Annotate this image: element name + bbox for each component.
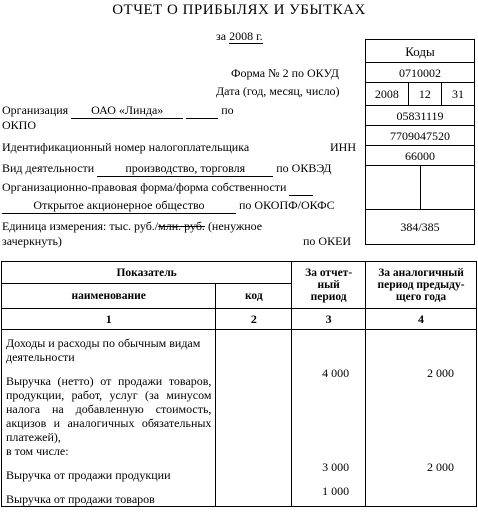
row-name: Доходы и расходы по обычным видам деятельности [6,336,201,364]
inn-label: ИНН [330,140,356,154]
code-date-month: 12 [409,83,442,105]
code-okved: 66000 [366,146,474,166]
unit-prefix: Единица измерения: тыс. руб./ [2,219,159,233]
period-year: 2008 г. [229,29,263,43]
report-title: ОТЧЕТ О ПРИБЫЛЯХ И УБЫТКАХ [112,2,366,18]
org-prefix: Организация [2,103,69,117]
codes-box [365,39,475,245]
header-indicator: Показатель [2,262,292,284]
col-num-2: 2 [216,309,292,330]
column-numbers-row [2,309,477,330]
opf-label: Организационно-правовая форма/форма собственности [2,180,287,194]
org-line [2,103,234,119]
code-date [366,83,474,106]
code-inn: 7709047520 [366,126,474,146]
table-body-row [2,330,477,507]
row-current: 4 000 [322,366,350,380]
code-okfs [421,166,475,209]
opf-value: Открытое акционерное общество [2,198,236,214]
table-header-row [2,262,477,284]
row-previous: 2 000 [427,366,454,380]
activity-line [2,161,331,177]
opf-code-label: по ОКОПФ/ОКФС [239,198,335,212]
code-okei: 384/385 [400,220,440,234]
code-okopf-okfs [366,166,474,210]
date-label: Дата (год, месяц, число) [216,84,340,98]
col-num-4: 4 [366,309,477,330]
current-values-cell [292,330,366,507]
org-blank [186,103,218,119]
indicator-names-cell [2,330,216,507]
row-current: 3 000 [322,460,350,474]
form-label: Форма № 2 по ОКУД [231,66,339,80]
opf-caption [2,180,313,196]
unit-strike: млн. руб. [158,219,205,233]
code-date-day: 31 [451,87,464,101]
code-okpo: 05831119 [366,106,474,126]
activity-label: Вид деятельности [2,161,95,175]
header-previous: За аналогичный период предыду-щего года [366,262,477,309]
okei-label: по ОКЕИ [303,234,352,248]
codes-header: Коды [366,40,474,63]
row-name: в том числе: [6,444,69,458]
row-name: Выручка от продажи товаров [6,492,155,506]
row-previous: 2 000 [427,460,454,474]
col-num-1: 1 [2,309,216,330]
code-okopf [366,166,421,209]
report-table [1,261,477,507]
unit-line [2,219,262,234]
row-current: 1 000 [322,484,350,498]
col-num-3: 3 [292,309,366,330]
header-current: За отчет-ный период [292,262,366,309]
header-name: наименование [2,284,216,309]
activity-code-label: по ОКВЭД [276,161,332,175]
row-name: Выручка (нетто) от продажи товаров, продукции, работ, услуг (за минусом налога на добавленную стоимость, акцизов и аналогичных обязательных платежей), [6,374,212,444]
code-cell [216,330,292,507]
code-okud: 0710002 [366,63,474,83]
header-code: код [216,284,292,309]
unit-suffix: (ненужное [207,219,263,233]
row-name: Выручка от продажи продукции [6,468,171,482]
activity-value: производство, торговля [97,161,273,177]
unit-line2: зачеркнуть) [2,234,62,248]
previous-values-cell [366,330,477,507]
code-date-year: 2008 [366,83,409,105]
period-prefix: за [216,29,227,43]
inn-caption: Идентификационный номер налогоплательщика [2,140,250,154]
okpo-label: ОКПО [2,118,37,132]
org-suffix: по [221,103,234,117]
opf-blank [289,180,313,196]
opf-line [2,198,335,214]
report-period [216,29,263,44]
org-name: ОАО «Линда» [71,103,183,119]
